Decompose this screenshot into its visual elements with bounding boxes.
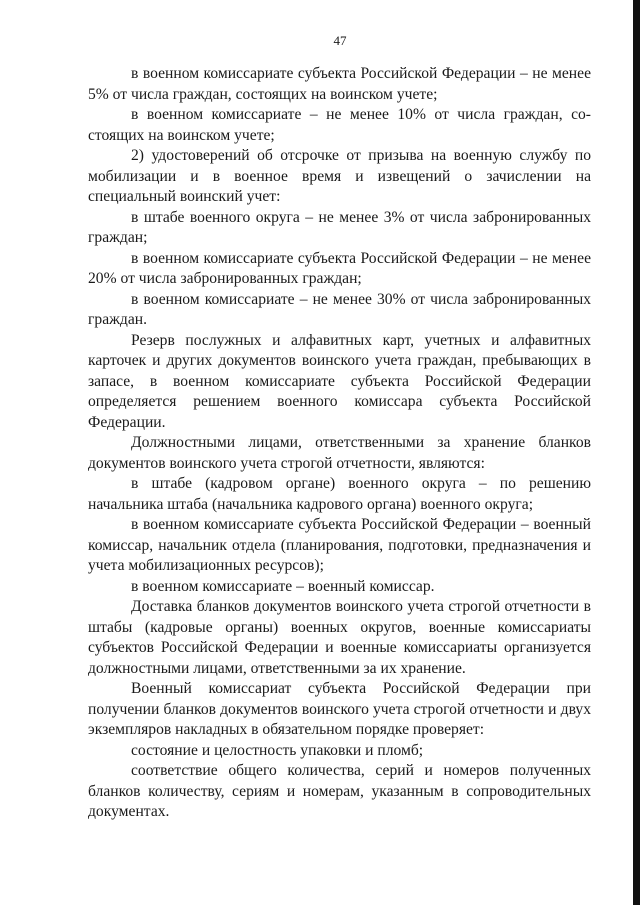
scan-edge <box>633 0 640 905</box>
paragraph: в военном комиссариате – не менее 30% от числа забронированных граждан. <box>88 290 591 328</box>
paragraph: Доставка бланков документов воинского учета строгой отчетности в штабы (кадровые органы) военных округов, военные комиссариаты субъектов Российской Федерации и военные комиссариаты организуется должностными лицами, ответственными за их хранение. <box>88 598 591 677</box>
paragraph: Военный комиссариат субъекта Российской Федерации при получении бланков документов воинского учета строгой отчетности и двух экземпляров накладных в обязательном порядке проверяет: <box>88 680 591 738</box>
paragraph: 2) удостоверений об отсрочке от призыва на военную службу по мобилизации и в военное время и извещений о зачислении на специальный воинский учет: <box>88 147 591 205</box>
paragraph: в военном комиссариате субъекта Российской Федерации – не менее 20% от числа забронированных граждан; <box>88 249 591 287</box>
page-number: 47 <box>333 33 347 48</box>
paragraph: в военном комиссариате субъекта Российской Федерации – не менее 5% от числа граждан, состоящих на воинском учете; <box>88 65 591 103</box>
paragraph: в военном комиссариате субъекта Российской Федерации – военный комиссар, начальник отдела (планирования, подготовки, предназначения и учета мобилизационных ресурсов); <box>88 516 591 574</box>
paragraph: Резерв послужных и алфавитных карт, учетных и алфавитных карточек и других документов воинского учета граждан, пребывающих в запасе, в военном комиссариате субъекта Российской Федерации определяется решением военного комиссара субъекта Российской Федерации. <box>88 331 591 431</box>
document-body <box>88 64 591 823</box>
paragraph: в военном комиссариате – не менее 10% от числа граждан, состоящих на воинском учете; <box>88 106 591 144</box>
paragraph: Должностными лицами, ответственными за хранение бланков документов воинского учета строгой отчетности, являются: <box>88 434 591 472</box>
paragraph: состояние и целостность упаковки и пломб; <box>131 741 424 759</box>
paragraph: соответствие общего количества, серий и номеров полученных бланков количеству, сериям и номерам, указанным в сопроводительных документах. <box>88 762 591 820</box>
paragraph: в военном комиссариате – военный комиссар. <box>131 577 435 595</box>
paragraph: в штабе (кадровом органе) военного округа – по решению начальника штаба (начальника кадрового органа) военного округа; <box>88 475 591 513</box>
paragraph: в штабе военного округа – не менее 3% от числа забронированных граждан; <box>88 208 591 246</box>
